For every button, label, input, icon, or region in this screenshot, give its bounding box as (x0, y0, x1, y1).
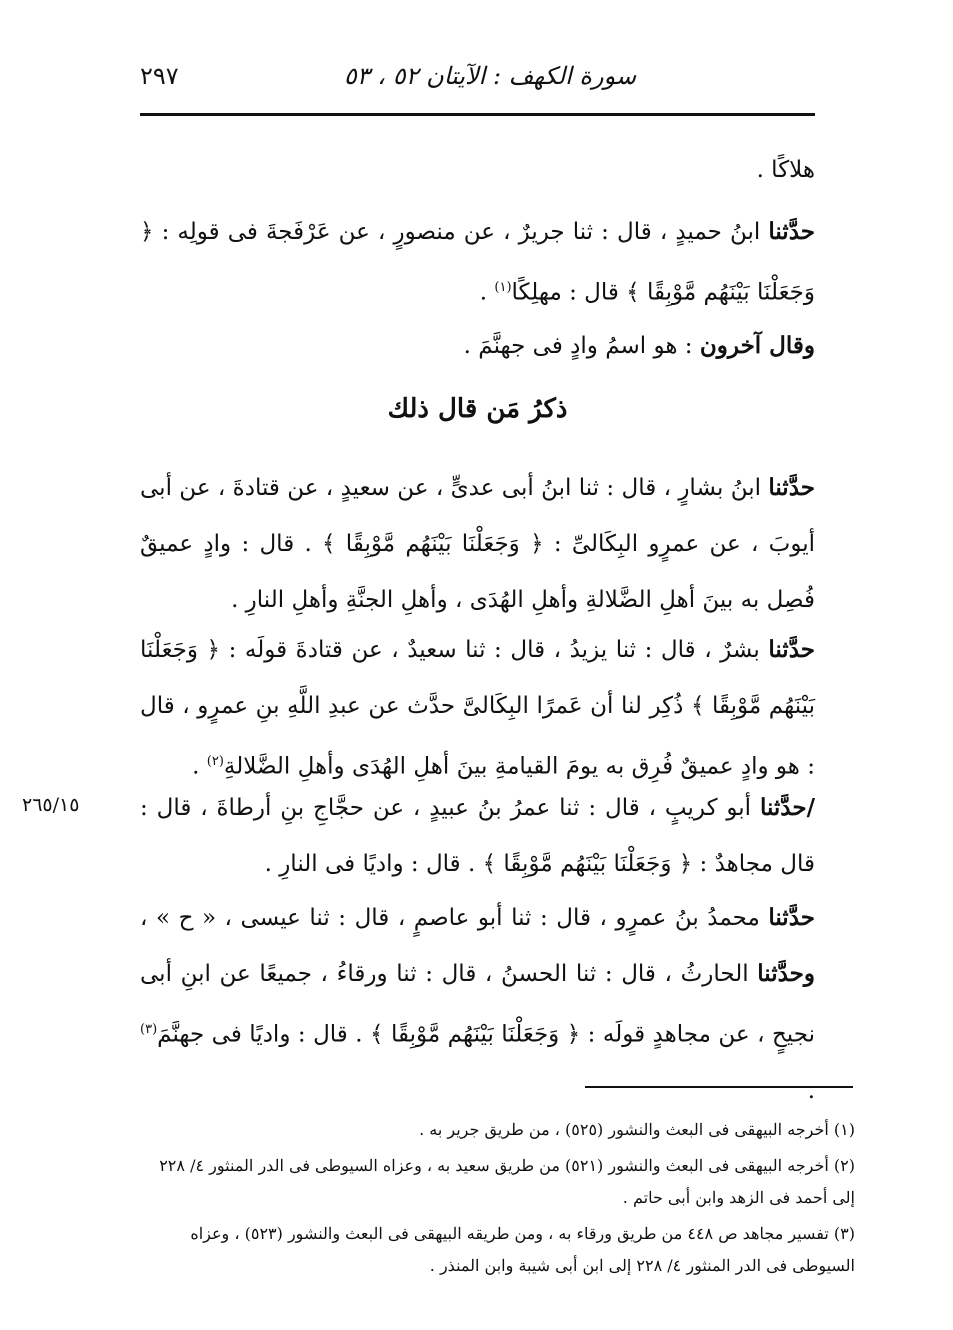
footnote-1: (١) أخرجه البيهقى فى البعث والنشور (٥٢٥) ، من طريق جرير به . (419, 1120, 855, 1139)
section-heading: ذكرُ مَن قال ذلك (387, 394, 568, 424)
footnote-2: (٢) أخرجه البيهقى فى البعث والنشور (٥٢١) من طريق سعيد به ، وعزاه السيوطى فى الدر المنثور ٤/ ٢٢٨ إلى أحمد فى الزهد وابن أبى حاتم . (159, 1156, 855, 1207)
header-rule (140, 113, 815, 116)
paragraph-hadith-5 (140, 890, 815, 1119)
paragraph-hadith-4 (140, 780, 815, 892)
footnote-3: (٣) تفسير مجاهد ص ٤٤٨ من طريق ورقاء به ، ومن طريقه البيهقى فى البعث والنشور (٥٢٣) ، وعزاه السيوطى فى الدر المنثور ٤/ ٢٢٨ إلى ابن أبى شيبة وابن المنذر . (190, 1224, 855, 1275)
paragraph-continuation (140, 142, 815, 198)
opinion-label: وقال آخرون (699, 332, 815, 359)
paragraph-text: محمدُ بنُ عمرٍو ، قال : ثنا أبو عاصمٍ ، قال : ثنا عيسى ، « ح » ، (140, 905, 769, 931)
paragraph-text: ابنُ حميدٍ ، قال : ثنا جريرٌ ، عن منصورٍ ، عن عَرْفَجةَ فى قولِه : ﴿ وَجَعَلْنَا بَيْنَهُم مَّوْبِقًا ﴾ قال : مهلِكًا (140, 219, 815, 306)
running-header-title: سورة الكهف : الآيتان ٥٢ ، ٥٣ (343, 62, 637, 90)
paragraph-tail: . (807, 1077, 815, 1104)
paragraph-text: أبو كريبٍ ، قال : ثنا عمرُ بنُ عبيدٍ ، عن حجَّاجِ بنِ أرطاةَ ، قال : قال مجاهدٌ : ﴿ وَجَعَلْنَا بَيْنَهُم مَّوْبِقًا ﴾ . قال : واديًا فى النارِ . (140, 795, 815, 877)
footnote-marker: (١) (494, 280, 512, 295)
paragraph-tail: . (192, 753, 207, 780)
narration-label-2: وحدَّثنا (757, 960, 815, 987)
narration-label: حدَّثنا (768, 474, 815, 501)
paragraph-text: ابنُ بشارٍ ، قال : ثنا ابنُ أبى عدىٍّ ، عن سعيدٍ ، عن قتادةَ ، عن أبى أيوبَ ، عن عمرٍو البِكَالىِّ : ﴿ وَجَعَلْنَا بَيْنَهُم مَّوْبِقًا ﴾ . قال : وادٍ عميقٌ فُصِل به بينَ أهلِ الضَّلالةِ وأهلِ الهُدَى ، وأهلِ الجنَّةِ وأهلِ النارِ . (140, 475, 815, 613)
footnote-marker: (٣) (140, 1022, 158, 1037)
paragraph-tail: . (479, 279, 495, 306)
paragraph-text: بشرٌ ، قال : ثنا يزيدُ ، قال : ثنا سعيدٌ ، عن قتادةَ قولَه : ﴿ وَجَعَلْنَا بَيْنَهُم مَّوْبِقًا ﴾ ذُكِر لنا أن عَمرًا البِكَالىَّ حدَّث عن عبدِ اللَّهِ بنِ عمرٍو ، قال : هو وادٍ عميقٌ فُرِق به يومَ القيامةِ بينَ أهلِ الهُدَى وأهلِ الضَّلالةِ (140, 637, 815, 780)
paragraph-opinion (140, 318, 815, 374)
paragraph-text-2: الحارثُ ، قال : ثنا الحسنُ ، قال : ثنا ورقاءُ ، جميعًا عن ابنِ أبى نجيحٍ ، عن مجاهدٍ قولَه : ﴿ وَجَعَلْنَا بَيْنَهُم مَّوْبِقًا ﴾ . قال : واديًا فى جهنَّمَ (140, 961, 815, 1048)
footnote-rule (585, 1086, 853, 1088)
narration-label: حدَّثنا (768, 218, 815, 245)
narration-label: حدَّثنا (768, 636, 815, 663)
margin-reference: ٢٦٥/١٥ (22, 794, 80, 816)
paragraph-text: : هو اسمُ وادٍ فى جهنَّمَ . (463, 333, 700, 359)
paragraph-hadith-1 (140, 204, 815, 321)
paragraph-hadith-3 (140, 622, 815, 795)
page-number: ٢٩٧ (140, 62, 179, 90)
paragraph-text: هلاكًا . (756, 157, 815, 183)
narration-label: /حدَّثنا (759, 794, 815, 821)
narration-label: حدَّثنا (768, 904, 815, 931)
paragraph-hadith-2 (140, 460, 815, 628)
footnote-marker: (٢) (206, 754, 224, 769)
